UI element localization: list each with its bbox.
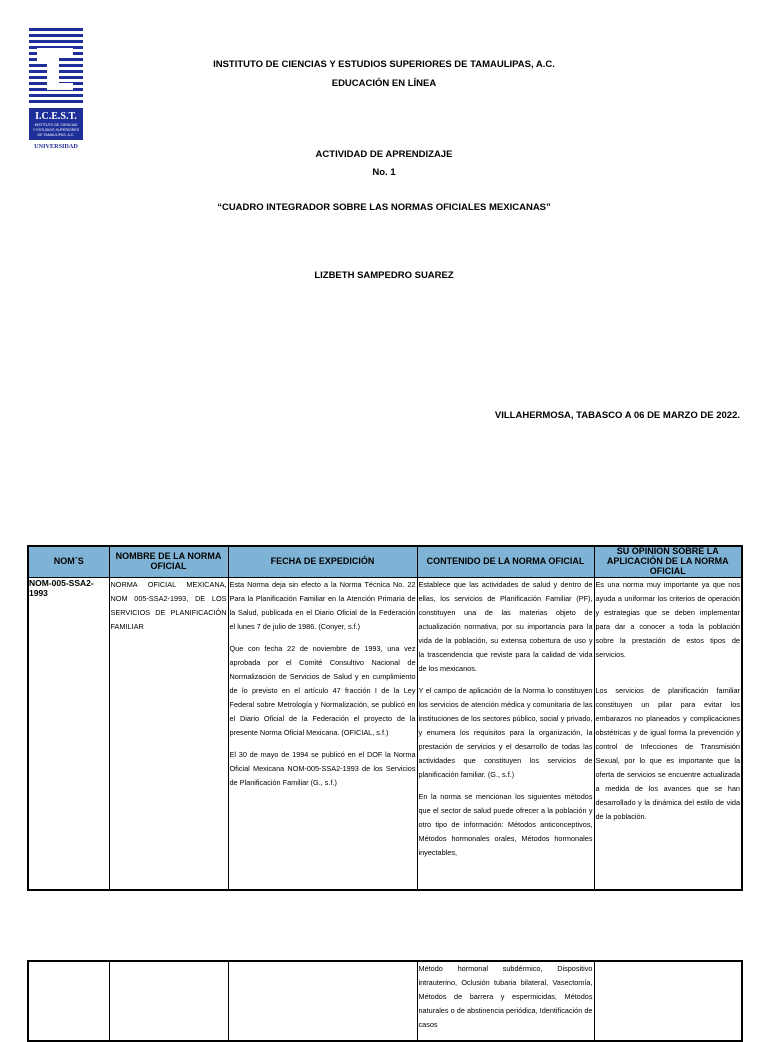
- table-row: [28, 577, 742, 890]
- date-paragraph: Esta Norma deja sin efecto a la Norma Técnica No. 22 Para la Planificación Familiar en la Atención Primaria de la Salud, publicada en el Diario Oficial de la Federación el lunes 7 de julio de 1986. (Conyer, s.f.): [229, 579, 416, 631]
- opinion-paragraph: Es una norma muy importante ya que nos ayuda a uniformar los criterios de operación y estrategias que se deben implementar para dar a conocer a toda la población sobre la prestación de estos tipos de servicios.: [595, 579, 740, 659]
- content-paragraph: Y el campo de aplicación de la Norma lo constituyen los servicios de atención médica y comunitaria de las instituciones de los sectores público, social y privado, y enumera los requisitos para la organización, la prestación de servicios y el desarrollo de todas las actividades que constituyen los servicios de planificación familiar. (G., s.f.): [418, 685, 593, 779]
- date-paragraph: Que con fecha 22 de noviembre de 1993, una vez aprobada por el Comité Consultivo Nacional de Normalización de Servicios de Salud y en cumplimiento de lo previsto en el artículo 47 fracción I de la Ley Federal sobre Metrología y Normalización, se publicó en el Diario Oficial de la Federación el proyecto de la presente Norma Oficial Mexicana. (OFICIAL, s.f.): [229, 643, 416, 737]
- activity-title: ACTIVIDAD DE APRENDIZAJE: [315, 149, 453, 160]
- header-date: FECHA DE EXPEDICIÓN: [228, 546, 417, 577]
- header-name: NOMBRE DE LA NORMA OFICIAL: [109, 546, 228, 577]
- norms-table-continued: [27, 960, 743, 1042]
- logo-name: I.C.E.S.T.: [35, 111, 77, 122]
- content-paragraph: En la norma se mencionan los siguientes métodos que el sector de salud puede ofrecer a la población y otro tipo de información: Métodos anticonceptivos, Métodos hormonales orales, Métodos hormonales inyectables,: [418, 791, 593, 857]
- author-name: LIZBETH SAMPEDRO SUAREZ: [314, 270, 454, 281]
- institution-title: INSTITUTO DE CIENCIAS Y ESTUDIOS SUPERIORES DE TAMAULIPAS, A.C.: [213, 59, 555, 70]
- content-paragraph: Establece que las actividades de salud y dentro de ellas, los servicios de Planificación Familiar (PF), constituyen una de las materias objeto de actualización normativa, por su importancia para la vida de la población, su extensa cobertura de uso y la trascendencia que reviste para la calidad de vida de los mexicanos.: [418, 579, 593, 673]
- place-date: VILLAHERMOSA, TABASCO A 06 DE MARZO DE 2022.: [494, 410, 740, 421]
- logo-subtitle-line2: Y ESTUDIOS SUPERIORES: [32, 128, 80, 132]
- mode-title: EDUCACIÓN EN LÍNEA: [331, 78, 437, 89]
- table-header-row: [28, 546, 742, 577]
- logo-bottom: UNIVERSIDAD: [34, 143, 78, 150]
- header-opinion: SU OPINIÓN SOBRE LA APLICACIÓN DE LA NORMA OFICIAL: [594, 546, 742, 577]
- icest-logo: [29, 28, 83, 150]
- table-row: [28, 961, 742, 1041]
- header-content: CONTENIDO DE LA NORMA OFICIAL: [417, 546, 594, 577]
- logo-subtitle-line1: INSTITUTO DE CIENCIAS: [34, 123, 78, 127]
- norm-name: NORMA OFICIAL MEXICANA, NOM 005-SSA2-1993, DE LOS SERVICIOS DE PLANIFICACIÓN FAMILIAR: [110, 579, 227, 631]
- logo-subtitle-line3: DE TAMAULIPAS, A.C.: [37, 133, 75, 137]
- date-paragraph: El 30 de mayo de 1994 se publicó en el DOF la Norma Oficial Mexicana NOM-005-SSA2-1993 de los Servicios de Planificación Familiar (G., s.f.): [229, 749, 416, 787]
- document-title: “CUADRO INTEGRADOR SOBRE LAS NORMAS OFICIALES MEXICANAS”: [217, 202, 551, 213]
- content-paragraph: Método hormonal subdérmico, Dispositivo intrauterino, Oclusión tubaria bilateral, Vasectomía, Métodos de barrera y espermicidas, Métodos naturales o de abstinencia periódica, Identificación de casos: [418, 964, 593, 1029]
- opinion-paragraph: Los servicios de planificación familiar constituyen un pilar para evitar los embarazos no planeados y complicaciones obstétricas y de igual forma la prevención y control de Infecciones de Transmisión Sexual, por lo que es importante que la oferta de servicios se encuentre actualizada a medida de los avances que se han desarrollado y la dinámica del estilo de vida de la población.: [595, 685, 740, 821]
- nom-code: NOM-005-SSA2-1993: [29, 577, 94, 598]
- norms-table: [27, 545, 743, 891]
- activity-number: No. 1: [372, 167, 396, 178]
- header-noms: NOM´S: [28, 546, 109, 577]
